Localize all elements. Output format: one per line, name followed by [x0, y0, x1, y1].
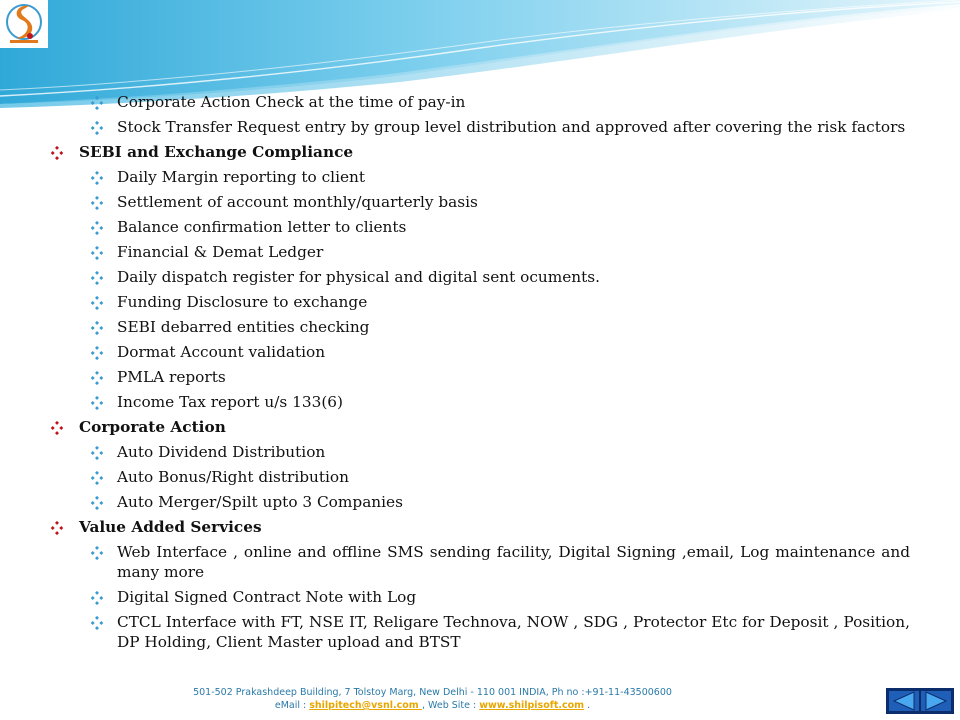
diamond-bullet-icon — [91, 220, 103, 234]
website-label: , Web Site : — [421, 700, 480, 711]
list-item-text: Stock Transfer Request entry by group level distribution and approved after covering the risk factors — [117, 118, 906, 136]
list-item-text: Income Tax report u/s 133(6) — [117, 393, 343, 411]
list-item-text: Auto Dividend Distribution — [117, 443, 326, 461]
diamond-bullet-icon — [91, 270, 103, 284]
section-heading-text: SEBI and Exchange Compliance — [79, 143, 354, 161]
diamond-bullet-icon — [91, 370, 103, 384]
list-item-text: CTCL Interface with FT, NSE IT, Religare Technova, NOW , SDG , Protector Etc for Deposit , Position, DP Holding, Client Master upload and BTST — [117, 613, 910, 651]
list-item-text: Digital Signed Contract Note with Log — [117, 588, 417, 606]
email-link[interactable]: shilpitech@vsnl.com — [309, 700, 422, 711]
email-label: eMail : — [274, 700, 310, 711]
diamond-bullet-icon — [91, 95, 103, 109]
website-link[interactable]: www.shilpisoft.com — [479, 700, 585, 711]
diamond-bullet-icon — [51, 520, 63, 534]
list-item-text: Settlement of account monthly/quarterly basis — [117, 193, 478, 211]
list-item-text: PMLA reports — [117, 368, 226, 386]
list-item-text: Balance confirmation letter to clients — [117, 218, 407, 236]
diamond-bullet-icon — [91, 615, 103, 629]
diamond-bullet-icon — [51, 420, 63, 434]
list-item-text: Auto Bonus/Right distribution — [117, 468, 349, 486]
diamond-bullet-icon — [91, 590, 103, 604]
footer-address: 501-502 Prakashdeep Building, 7 Tolstoy Marg, New Delhi - 110 001 INDIA, Ph no :+91-11-43500600 — [193, 687, 672, 698]
list-item-text: Web Interface , online and offline SMS sending facility, Digital Signing ,email, Log maintenance and many more — [117, 543, 910, 581]
diamond-bullet-icon — [91, 345, 103, 359]
prev-arrow-icon[interactable] — [889, 691, 919, 711]
diamond-bullet-icon — [91, 470, 103, 484]
diamond-bullet-icon — [91, 545, 103, 559]
next-arrow-icon[interactable] — [921, 691, 951, 711]
footer-contact — [110, 686, 755, 712]
list-item-text: Daily Margin reporting to client — [117, 168, 366, 186]
section-heading-text: Value Added Services — [79, 518, 262, 536]
diamond-bullet-icon — [91, 170, 103, 184]
company-logo-icon — [0, 0, 48, 48]
slide-navigation — [886, 688, 954, 714]
diamond-bullet-icon — [91, 120, 103, 134]
list-item-text: SEBI debarred entities checking — [117, 318, 370, 336]
list-item-text: Auto Merger/Spilt upto 3 Companies — [117, 493, 403, 511]
list-item-text: Funding Disclosure to exchange — [117, 293, 368, 311]
footer-contact-line — [110, 699, 755, 712]
diamond-bullet-icon — [51, 145, 63, 159]
diamond-bullet-icon — [91, 295, 103, 309]
diamond-bullet-icon — [91, 245, 103, 259]
diamond-bullet-icon — [91, 495, 103, 509]
list-item-text: Daily dispatch register for physical and digital sent ocuments. — [117, 268, 601, 286]
list-item-text: Corporate Action Check at the time of pay-in — [117, 93, 466, 111]
section-heading-text: Corporate Action — [79, 418, 226, 436]
diamond-bullet-icon — [91, 195, 103, 209]
list-item-text: Dormat Account validation — [117, 343, 326, 361]
diamond-bullet-icon — [91, 445, 103, 459]
list-item-text: Financial & Demat Ledger — [117, 243, 324, 261]
diamond-bullet-icon — [91, 395, 103, 409]
footer-end: . — [584, 700, 591, 711]
diamond-bullet-icon — [91, 320, 103, 334]
